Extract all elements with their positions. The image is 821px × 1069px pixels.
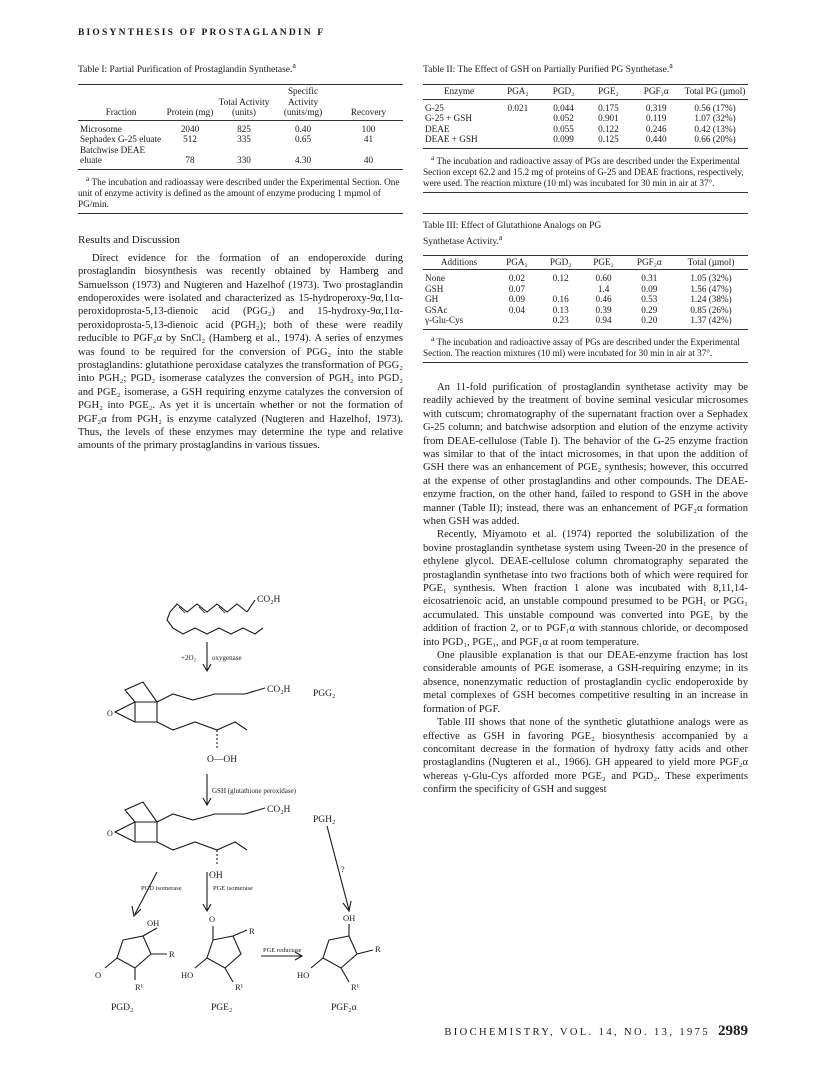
pge2-label: PGE₂ bbox=[211, 1003, 233, 1013]
table3-caption: Table III: Effect of Glutathione Analogs on PG Synthetase Activity.$^a$ bbox=[423, 220, 602, 247]
table-row: G-25 0.021 0.044 0.175 0.319 0.56 (17%) bbox=[425, 102, 736, 113]
table-row: γ-Glu-Cys 0.23 0.94 0.20 1.37 (42%) bbox=[425, 315, 732, 326]
pgh2-upper-chain bbox=[157, 808, 265, 822]
left-column bbox=[78, 60, 403, 453]
pgd2-r1: R¹ bbox=[135, 982, 144, 992]
pgh2-bridge bbox=[125, 802, 157, 822]
pgd2-oh: OH bbox=[147, 918, 160, 928]
pgf2a-label: PGF₂α bbox=[331, 1003, 357, 1013]
pgg2-upper-chain bbox=[157, 688, 265, 702]
pgh2-ring bbox=[135, 822, 157, 842]
table3-header-pga2: PGA₂ bbox=[495, 257, 539, 270]
table2-header-pgd2: PGD₂ bbox=[541, 86, 587, 99]
table2-header-pgf2a: PGF₂α bbox=[630, 86, 682, 99]
pge2-ring bbox=[207, 936, 241, 968]
table2-caption: Table II: The Effect of GSH on Partially Purified PG Synthetase.$^a$ bbox=[423, 61, 673, 76]
table-row: GSAc 0.04 0.13 0.39 0.29 0.85 (26%) bbox=[425, 304, 732, 315]
pgd2-o: O bbox=[95, 970, 102, 980]
pgd2-r: R bbox=[169, 949, 175, 959]
pgh2-peroxide bbox=[115, 822, 135, 842]
pgh2-label: PGH₂ bbox=[313, 815, 336, 825]
pge2-o: O bbox=[209, 914, 216, 924]
table-row: G-25 + GSH 0.052 0.901 0.119 1.07 (32%) bbox=[425, 113, 736, 124]
table3-grid bbox=[423, 257, 748, 329]
pge2-substituents bbox=[195, 926, 247, 982]
pgf2a-ho: HO bbox=[297, 970, 310, 980]
table1-header-specific: Specific Activity (units/mg) bbox=[272, 86, 334, 120]
table1-caption: Table I: Partial Purification of Prostaglandin Synthetase.$^a$ bbox=[78, 61, 296, 76]
running-head: BIOSYNTHESIS OF PROSTAGLANDIN F bbox=[78, 28, 326, 38]
pgg2-lower-chain bbox=[157, 722, 247, 730]
table2 bbox=[423, 60, 748, 193]
table3-header-total: Total (µmol) bbox=[674, 257, 748, 270]
oh-label: OH bbox=[209, 871, 223, 881]
left-body-text bbox=[78, 252, 403, 453]
arrow-pgd bbox=[135, 872, 157, 914]
pge2-ho: HO bbox=[181, 970, 194, 980]
table3-footnote: $^a$ The incubation and radioactive assay of PGs are described under the Experimental Section. The reaction mixtures (10 ml) were incubated for 30 min in air at 37°. bbox=[423, 333, 740, 358]
question-mark: ? bbox=[341, 865, 345, 874]
table3-header-pgd2: PGD₂ bbox=[539, 257, 583, 270]
table-row: GH 0.09 0.16 0.46 0.53 1.24 (38%) bbox=[425, 294, 732, 305]
pge-isomerase-label: PGE isomerase bbox=[213, 885, 253, 892]
journal-citation: BIOCHEMISTRY, VOL. 14, NO. 13, 1975 bbox=[444, 1027, 710, 1038]
arrow-pgf bbox=[327, 826, 349, 910]
o-label: O bbox=[107, 709, 113, 718]
arachidonic-acid-end bbox=[247, 600, 255, 612]
right-body-text bbox=[423, 381, 748, 797]
page-number: 2989 bbox=[718, 1023, 748, 1039]
table2-header-pge2: PGE₂ bbox=[586, 86, 630, 99]
pge2-r: R bbox=[249, 926, 255, 936]
table2-header-enzyme: Enzyme bbox=[423, 86, 495, 99]
table3-header-additions: Additions bbox=[423, 257, 495, 270]
table1 bbox=[78, 60, 403, 214]
table-row: GSH 0.07 1.4 0.09 1.56 (47%) bbox=[425, 283, 732, 294]
ooh-label: O—OH bbox=[207, 755, 238, 765]
table1-header-total: Total Activity (units) bbox=[216, 86, 272, 120]
pgf2a-substituents bbox=[311, 924, 373, 982]
pgg2-ring bbox=[135, 702, 157, 722]
arachidonic-tail bbox=[173, 628, 263, 634]
oxygenase-label: oxygenase bbox=[212, 654, 242, 662]
right-paragraph: Table III shows that none of the synthetic glutathione analogs were as effective as GSH in favoring PGE₂ biosynthesis accompanied by a concomitant decrease in the formation of hydroxy fatty acids and other prostaglandins (Nugteren et al., 1966). GH appeared to yield more PGF₂α whereas γ-Glu-Cys afforded more PGE₂ and PGD₂. These experiments confirm the specificity of GSH and suggest bbox=[423, 717, 748, 796]
gsh-label: GSH (glutathione peroxidase) bbox=[212, 787, 296, 795]
pgf2a-r1: R¹ bbox=[351, 982, 360, 992]
arachidonic-top-chain bbox=[170, 604, 247, 612]
table2-header-total: Total PG (µmol) bbox=[682, 86, 748, 99]
pgd-isomerase-label: PGD isomerase bbox=[141, 885, 182, 892]
table2-footnote: $^a$ The incubation and radioactive assay of PGs are described under the Experimental Section except 62.2 and 15.2 mg of proteins of G-25 and DEAE fractions, respectively, were used. The reaction mixture (10 ml) was incubated for 30 min in air at 37°. bbox=[423, 152, 744, 188]
pge-reductase-label: PGE reductase bbox=[263, 947, 302, 954]
table3 bbox=[423, 213, 748, 363]
pge2-r1: R¹ bbox=[235, 982, 244, 992]
pgg2-label: PGG₂ bbox=[313, 689, 336, 699]
co2h-label-3: CO₂H bbox=[267, 805, 291, 815]
table-row: Batchwise DEAE eluate 78 330 4.30 40 bbox=[80, 144, 374, 166]
right-column bbox=[423, 60, 748, 797]
table3-header-pgf2a: PGF₂α bbox=[625, 257, 674, 270]
section-heading: Results and Discussion bbox=[78, 233, 181, 246]
o2-label: +2O₂ bbox=[181, 654, 196, 662]
pgh2-lower-chain bbox=[157, 842, 247, 850]
table-row: DEAE 0.055 0.122 0.246 0.42 (13%) bbox=[425, 123, 736, 134]
table3-header-pge2: PGE₂ bbox=[583, 257, 625, 270]
co2h-label-1: CO₂H bbox=[257, 595, 281, 605]
pgg2-peroxide bbox=[115, 702, 135, 722]
pgg2-bridge bbox=[125, 682, 157, 702]
pgd2-ring bbox=[117, 936, 151, 968]
pgf2a-ring bbox=[323, 936, 357, 968]
co2h-label-2: CO₂H bbox=[267, 685, 291, 695]
table-row: Sephadex G-25 eluate 512 335 0.65 41 bbox=[80, 134, 374, 145]
page-footer bbox=[423, 1022, 748, 1040]
table1-footnote: $^a$ The incubation and radioassay were described under the Experimental Section. One unit of enzyme activity is defined as the amount of enzyme producing 1 mµmol of PG/min. bbox=[78, 173, 400, 209]
table2-header-pga2: PGA₂ bbox=[495, 86, 541, 99]
table1-header-fraction: Fraction bbox=[78, 86, 164, 120]
table-row: Microsome 2040 825 0.40 100 bbox=[80, 123, 376, 134]
pgf2a-oh: OH bbox=[343, 913, 356, 923]
table-row: DEAE + GSH 0.099 0.125 0.440 0.66 (20%) bbox=[425, 134, 736, 145]
table1-header-recovery: Recovery bbox=[334, 86, 403, 120]
table2-grid bbox=[423, 86, 748, 148]
prostaglandin-scheme bbox=[95, 590, 395, 1022]
table1-header-protein: Protein (mg) bbox=[164, 86, 216, 120]
arachidonic-bend bbox=[167, 612, 173, 628]
right-paragraph: An 11-fold purification of prostaglandin synthetase activity may be readily achieved by the treatment of bovine seminal vesicular microsomes with cutscum; chromatography of the supernatant fraction over a Sephadex G-25 column; and batchwise adsorption and elution of the enzyme activity from DEAE-cellulose (Table I). The behavior of the G-25 enzyme fraction was similar to that of the intact microsomes, in that upon the addition of GSH there was an enhancement of PGE₂ synthesis; however, this occurred at the expense of other prostaglandins and other compounds. The DEAE-enzyme fraction, on the other hand, failed to respond to GSH in the above manner (Table II); instead, there was an enhancement of PGF₂α formation when GSH was added. bbox=[423, 381, 748, 527]
right-paragraph: One plausible explanation is that our DEAE-enzyme fraction has lost considerable amounts of PGE isomerase, a GSH-requiring enzyme; in its absence, nonenzymatic reduction of prostaglandin cyclic endoperoxide by metal complexes of GSH becomes competitive resulting in an increase in formation of PGF. bbox=[423, 650, 748, 715]
right-paragraph: Recently, Miyamoto et al. (1974) reported the solubilization of the bovine prostaglandin synthetase system using Tween-20 in the presence of ethylene glycol. DEAE-cellulose column chromatography separated the prostaglandin synthetase into two fractions both of which were required for PGE₁ synthesis. When fraction 1 alone was incubated with 8,11,14-eicosatrienoic acid, an unstable compound presumed to be PGH₁ or PGG₁ accumulated. This unstable compound was converted into PGE₁ by the addition of fraction 2, or to PGF₁α with stannous chloride, or decomposed into PGD₁, PGE₁, and PGF₁α at room temperature. bbox=[423, 529, 748, 648]
o-label: O bbox=[107, 829, 113, 838]
table1-grid bbox=[78, 86, 403, 169]
table-row: None 0.02 0.12 0.60 0.31 1.05 (32%) bbox=[425, 273, 732, 284]
pgd2-label: PGD₂ bbox=[111, 1003, 134, 1013]
left-paragraph: Direct evidence for the formation of an endoperoxide during prostaglandin biosynthesis was recently obtained by Hamberg and Samuelsson (1973) and Nugteren and Hazelhof (1973). Two prostaglandin endoperoxides were isolated and characterized as 15-hydroperoxy-9α,11α-peroxidoprosta-5,13-dienoic acid (PGG₂) and 15-hydroxy-9α,11α-peroxidoprosta-5,13-dienoic acid (PGH₂); both of these were readily reducible to PGF₂α by SnCl₂ (Hamberg et al., 1974). A series of enzymes was found to be required for the conversion of PGG₂ into the stable prostaglandins: glutathione peroxidase catalyzes the transformation of PGG₂ into PGH₂; PGD₂ isomerase catalyzes the conversion of PGH₂ into PGD₂ and PGE₂ isomerase, a GSH requiring enzyme catalyzes the conversion of PGH₂ into PGE₂. As yet it is uncertain whether or not the formation of PGF₂α from PGH₂ is enzyme catalyzed (Nugteren and Hazelhof, 1973). Thus, the levels of these enzymes may determine the type and relative amounts of the primary prostaglandins in various tissues. bbox=[78, 252, 403, 452]
pgf2a-r: R bbox=[375, 944, 381, 954]
pgd2-substituents bbox=[105, 928, 167, 980]
